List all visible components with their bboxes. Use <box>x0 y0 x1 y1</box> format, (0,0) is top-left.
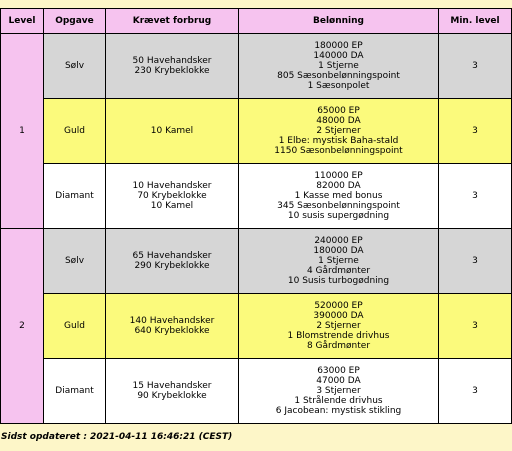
opgave-cell: Guld <box>44 99 105 163</box>
belonning-cell-line: 1150 Sæsonbelønningspoint <box>274 146 403 156</box>
belonning-cell <box>239 164 438 228</box>
opgave-cell: Sølv <box>44 229 105 293</box>
belonning-cell-line: 4 Gårdmønter <box>306 266 371 276</box>
belonning-cell-line: 3 Stjerner <box>316 386 361 396</box>
opgave-cell: Sølv <box>44 34 105 98</box>
opgave-cell: Diamant <box>44 164 105 228</box>
belonning-cell <box>239 34 438 98</box>
level-cell: 1 <box>1 34 43 228</box>
rewards-table <box>0 8 512 424</box>
forbrug-cell <box>106 229 238 293</box>
table-row <box>1 99 511 163</box>
belonning-cell-line: 110000 EP <box>314 171 363 181</box>
belonning-cell-line: 520000 EP <box>314 301 363 311</box>
forbrug-cell <box>106 164 238 228</box>
belonning-cell-line: 345 Sæsonbelønningspoint <box>277 201 400 211</box>
header-min-level: Min. level <box>439 9 511 33</box>
belonning-cell-line: 805 Sæsonbelønningspoint <box>277 71 400 81</box>
belonning-cell-line: 8 Gårdmønter <box>306 341 371 351</box>
min-level-cell: 3 <box>439 34 511 98</box>
belonning-cell-line: 1 Stjerne <box>318 61 359 71</box>
belonning-cell-line: 10 susis supergødning <box>287 211 390 221</box>
header-forbrug: Krævet forbrug <box>106 9 238 33</box>
forbrug-cell-line: 90 Krybeklokke <box>137 391 207 401</box>
belonning-cell-line: 2 Stjerner <box>316 126 361 136</box>
min-level-cell: 3 <box>439 229 511 293</box>
forbrug-cell-line: 640 Krybeklokke <box>134 326 210 336</box>
belonning-cell-line: 1 Stjerne <box>318 256 359 266</box>
belonning-cell-line: 390000 DA <box>313 311 364 321</box>
belonning-cell-line: 2 Stjerner <box>316 321 361 331</box>
belonning-cell-line: 180000 DA <box>313 246 364 256</box>
belonning-cell-line: 63000 EP <box>317 366 360 376</box>
belonning-cell-line: 48000 DA <box>316 116 361 126</box>
belonning-cell <box>239 359 438 423</box>
table-row <box>1 229 511 293</box>
table-row <box>1 164 511 228</box>
min-level-cell: 3 <box>439 99 511 163</box>
header-level: Level <box>1 9 43 33</box>
forbrug-cell-line: 50 Havehandsker <box>132 56 212 66</box>
forbrug-cell <box>106 359 238 423</box>
belonning-cell-line: 240000 EP <box>314 236 363 246</box>
belonning-cell-line: 47000 DA <box>316 376 361 386</box>
belonning-cell <box>239 229 438 293</box>
belonning-cell <box>239 294 438 358</box>
belonning-cell-line: 10 Susis turbogødning <box>287 276 390 286</box>
last-updated: Sidst opdateret : 2021-04-11 16:46:21 (CEST) <box>1 432 233 442</box>
forbrug-cell-line: 65 Havehandsker <box>132 251 212 261</box>
header-opgave: Opgave <box>44 9 105 33</box>
forbrug-cell-line: 10 Kamel <box>150 126 194 136</box>
min-level-cell: 3 <box>439 359 511 423</box>
min-level-cell: 3 <box>439 164 511 228</box>
min-level-cell: 3 <box>439 294 511 358</box>
forbrug-cell-line: 10 Kamel <box>150 201 194 211</box>
forbrug-cell-line: 230 Krybeklokke <box>134 66 210 76</box>
forbrug-cell <box>106 34 238 98</box>
forbrug-cell-line: 290 Krybeklokke <box>134 261 210 271</box>
table-row <box>1 359 511 423</box>
belonning-cell-line: 1 Blomstrende drivhus <box>287 331 390 341</box>
forbrug-cell <box>106 99 238 163</box>
header-row <box>1 9 511 33</box>
forbrug-cell-line: 10 Havehandsker <box>132 181 212 191</box>
belonning-cell-line: 180000 EP <box>314 41 363 51</box>
forbrug-cell-line: 140 Havehandsker <box>129 316 215 326</box>
belonning-cell <box>239 99 438 163</box>
forbrug-cell-line: 70 Krybeklokke <box>137 191 207 201</box>
belonning-cell-line: 82000 DA <box>316 181 361 191</box>
level-cell: 2 <box>1 229 43 423</box>
belonning-cell-line: 1 Sæsonpolet <box>307 81 370 91</box>
forbrug-cell <box>106 294 238 358</box>
belonning-cell-line: 1 Kasse med bonus <box>294 191 383 201</box>
belonning-cell-line: 6 Jacobean: mystisk stikling <box>275 406 402 416</box>
table-row <box>1 34 511 98</box>
belonning-cell-line: 1 Elbe: mystisk Baha-stald <box>278 136 399 146</box>
belonning-cell-line: 140000 DA <box>313 51 364 61</box>
opgave-cell: Guld <box>44 294 105 358</box>
forbrug-cell-line: 15 Havehandsker <box>132 381 212 391</box>
belonning-cell-line: 65000 EP <box>317 106 360 116</box>
opgave-cell: Diamant <box>44 359 105 423</box>
header-belonning: Belønning <box>239 9 438 33</box>
belonning-cell-line: 1 Strålende drivhus <box>294 396 383 406</box>
table-row <box>1 294 511 358</box>
